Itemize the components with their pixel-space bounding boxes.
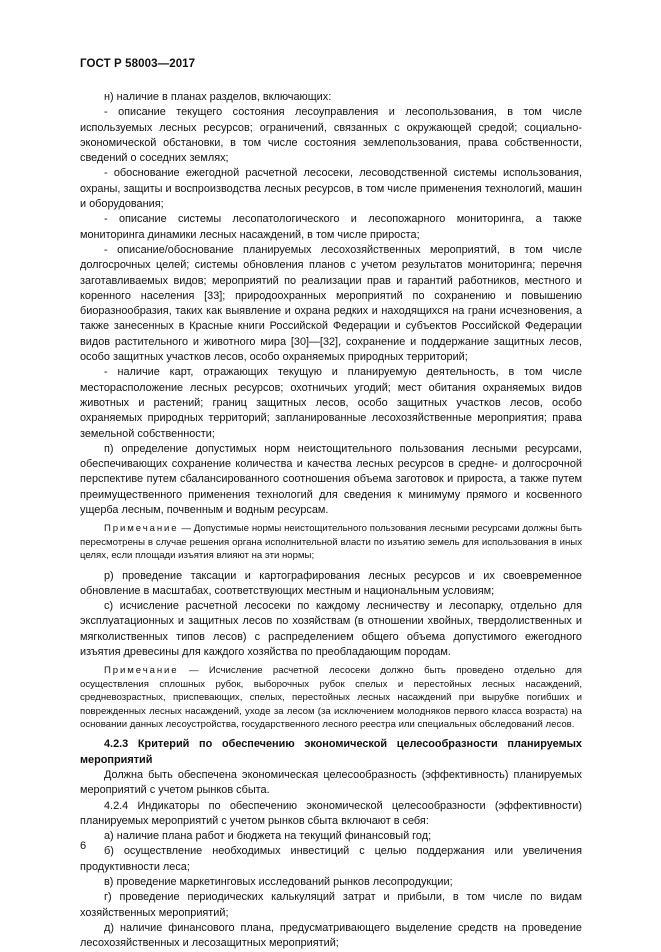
- document-header: ГОСТ Р 58003—2017: [80, 58, 196, 70]
- paragraph: - описание/обоснование планируемых лесохозяйственных мероприятий, в том числе долгосрочных целей; системы обновления планов с учетом результатов мониторинга; перечня заготавливаемых видов; мероприятий по реализации прав и гарантий работников, местного и коренного населения [33]; природоохранных мероприятий по сохранению и повышению биоразнообразия, таких как выявление и охрана редких и находящихся на грани исчезновения, а также занесенных в Красные книги Российской Федерации и субъектов Российской Федерации видов растительного и животного мира [30]—[32], сохранение и поддержание защитных лесов, особо защитных участков лесов, особо охраняемых природных территорий;: [80, 243, 582, 364]
- paragraph: - обоснование ежегодной расчетной лесосеки, лесоводственной системы использования, охраны, защиты и воспроизводства лесных ресурсов, в том числе применения технологий, машин и оборудования;: [80, 167, 582, 211]
- paragraph: 4.2.4 Индикаторы по обеспечению экономической целесообразности (эффективности) планируемых мероприятий с учетом рынков сбыта включают в себя:: [80, 799, 582, 827]
- document-body: [80, 90, 582, 952]
- list-item: в) проведение маркетинговых исследований рынков лесопродукции;: [104, 876, 453, 889]
- page-number: 6: [80, 840, 87, 852]
- paragraph: Должна быть обеспечена экономическая целесообразность (эффективность) планируемых мероприятий с учетом рынков сбыта.: [80, 768, 582, 797]
- note: [80, 664, 582, 731]
- note-label: Примечание: [104, 523, 179, 535]
- paragraph: с) исчисление расчетной лесосеки по каждому лесничеству и лесопарку, отдельно для эксплуатационных и защитных лесов по хозяйствам (в отношении хвойных, твердолиственных и мягколиственных типов лесов) с распределением общего объема допустимого ежегодного изъятия древесины для каждого хозяйства по преобладающим породам.: [80, 600, 582, 659]
- list-item: а) наличие плана работ и бюджета на текущий финансовый год;: [104, 830, 432, 843]
- list-item: г) проведение периодических калькуляций затрат и прибыли, в том числе по видам хозяйственных мероприятий;: [80, 891, 582, 919]
- paragraph: р) проведение таксации и картографирования лесных ресурсов и их своевременное обновление в масштабах, соответствующих местным и национальным условиям;: [80, 569, 582, 597]
- note-text: — Исчисление расчетной лесосеки должно быть проведено отдельно для осуществления сплошных рубок, выборочных рубок спелых и перестойных лесных насаждений, средневозрастных, приспевающих, спелых, перестойных лесных насаждений при вырубке погибших и поврежденных лесных насаждений, уходе за лесом (за исключением молодняков первого класса возраста) на основании данных лесоустройства, государственного лесного реестра или специальных обследований лесов.: [80, 665, 582, 730]
- paragraph: - описание текущего состояния лесоуправления и лесопользования, в том числе используемых лесных ресурсов; ограничений, связанных с окружающей средой; социально-экономической обстановки, в том числе состояния землепользования, права собственности, сведений о соседних землях;: [80, 106, 582, 165]
- note-text: — Допустимые нормы неистощительного пользования лесными ресурсами должны быть пересмотрены в случае решения органа исполнительной власти по изъятию земель для использования в иных целях, если площади изъятия влияют на эти нормы;: [80, 523, 582, 562]
- paragraph: - описание системы лесопатологического и лесопожарного мониторинга, а также мониторинга динамики лесных насаждений, в том числе прироста;: [80, 213, 582, 241]
- section-heading: 4.2.3 Критерий по обеспечению экономической целесообразности планируемых мероприятий: [80, 738, 582, 766]
- note-label: Примечание: [104, 665, 179, 677]
- paragraph: п) определение допустимых норм неистощительного пользования лесными ресурсами, обеспечивающих сохранение количества и качества лесных ресурсов в средне- и долгосрочной перспективе путем сбалансированного соотношения объема заготовок и прироста, а также путем преимущественного применения технологий для сведения к минимуму прямого и косвенного ущерба лесным, почвенным и водным ресурсам.: [80, 442, 582, 517]
- paragraph: - наличие карт, отражающих текущую и планируемую деятельность, в том числе месторасположение лесных ресурсов; охотничьих угодий; мест обитания охраняемых видов животных и растений; границ защитных лесов, особо защитных участков лесов, особо охраняемых природных территорий; запланированные лесохозяйственные мероприятия; права земельной собственности;: [80, 366, 582, 440]
- paragraph: н) наличие в планах разделов, включающих:: [104, 91, 332, 103]
- note: [80, 522, 582, 562]
- list-item: д) наличие финансового плана, предусматривающего выделение средств на проведение лесохозяйственных и лесозащитных мероприятий;: [80, 921, 582, 950]
- list-item: б) осуществление необходимых инвестиций с целью поддержания или увеличения продуктивности леса;: [80, 845, 582, 873]
